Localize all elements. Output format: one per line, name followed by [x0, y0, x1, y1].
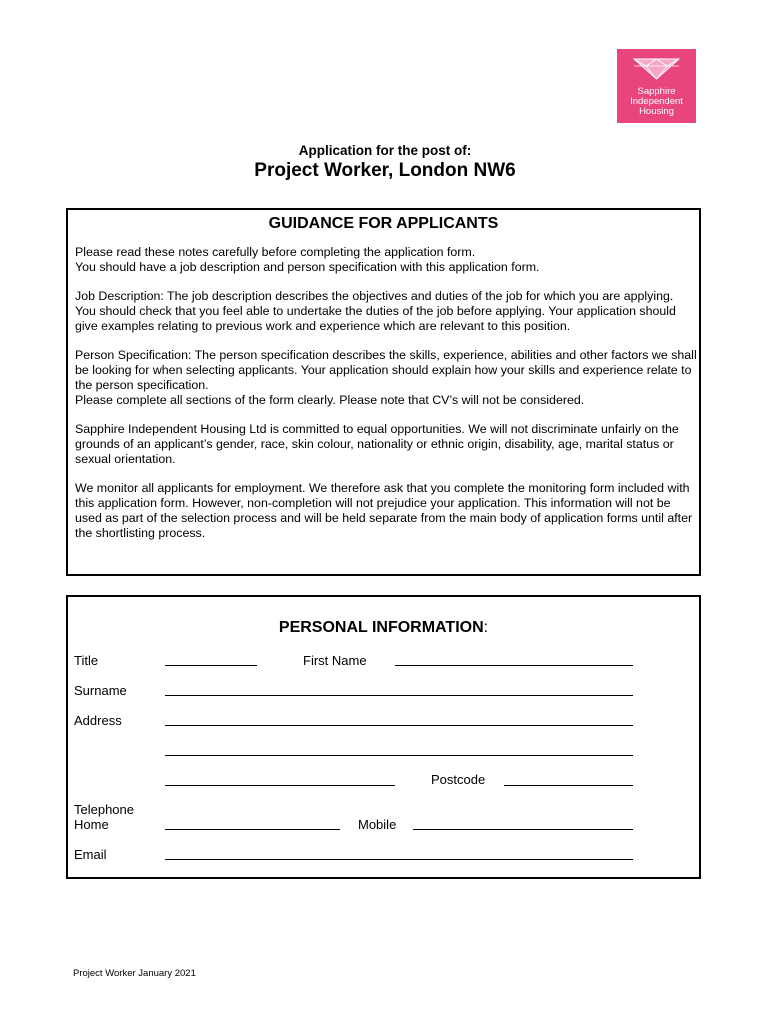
- guidance-body: [75, 245, 697, 555]
- telephone-home-field[interactable]: [165, 829, 340, 830]
- personal-information-section: [66, 595, 701, 879]
- first-name-field[interactable]: [395, 665, 633, 666]
- mobile-label: Mobile: [358, 817, 397, 832]
- guidance-heading: GUIDANCE FOR APPLICANTS: [268, 215, 499, 232]
- personal-heading: [68, 619, 699, 637]
- logo-line-2: Independent: [630, 96, 683, 107]
- postcode-field[interactable]: [504, 785, 633, 786]
- company-logo: [617, 49, 696, 123]
- postcode-label: Postcode: [431, 772, 486, 787]
- address-field-line-2[interactable]: [165, 755, 633, 756]
- surname-field[interactable]: [165, 695, 633, 696]
- title-field[interactable]: [165, 665, 257, 666]
- surname-label: Surname: [74, 683, 127, 698]
- personal-heading-text: PERSONAL INFORMATION: [278, 619, 484, 636]
- address-label: Address: [74, 713, 122, 728]
- logo-line-3: Housing: [639, 106, 674, 117]
- guidance-paragraph-job-description: Job Description: The job description describes the objectives and duties of the job for which you are applying. You should check that you feel able to undertake the duties of the job before applying. Your application should give examples relating to previous work and experience which are relevant to this position.: [75, 289, 676, 333]
- email-label: Email: [74, 847, 107, 862]
- diamond-icon: [626, 53, 687, 83]
- address-field-line-1[interactable]: [165, 725, 633, 726]
- telephone-home-label: Telephone Home: [74, 802, 134, 832]
- logo-line-1: Sapphire: [637, 86, 676, 97]
- address-field-line-3[interactable]: [165, 785, 395, 786]
- email-field[interactable]: [165, 859, 633, 860]
- footer-text: Project Worker January 2021: [73, 968, 196, 979]
- guidance-paragraph-monitoring: We monitor all applicants for employment. We therefore ask that you complete the monitoring form included with this application form. However, non-completion will not prejudice your application. This information will not be used as part of the selection process and will be held separate from the main body of application forms until after the shortlisting process.: [75, 481, 693, 540]
- personal-heading-colon: :: [483, 619, 489, 636]
- guidance-paragraph-person-specification: Person Specification: The person specification describes the skills, experience, abilities and other factors we shall be looking for when selecting applicants. Your application should explain how your skills and experience relate to the person specification. Please complete all sections of the form clearly. Please note that CV’s will not be considered.: [75, 348, 697, 407]
- guidance-paragraph-intro: Please read these notes carefully before completing the application form. You should have a job description and person specification with this application form.: [75, 245, 540, 274]
- title-label: Title: [74, 653, 99, 668]
- guidance-paragraph-equal-opportunities: Sapphire Independent Housing Ltd is committed to equal opportunities. We will not discriminate unfairly on the grounds of an applicant’s gender, race, skin colour, nationality or ethnic origin, disability, age, marital status or sexual orientation.: [75, 422, 679, 466]
- guidance-section: [66, 208, 701, 576]
- logo-text: [617, 87, 696, 117]
- page-title: Project Worker, London NW6: [254, 160, 516, 181]
- post-label: Application for the post of:: [298, 143, 472, 158]
- first-name-label: First Name: [303, 653, 367, 668]
- mobile-field[interactable]: [413, 829, 633, 830]
